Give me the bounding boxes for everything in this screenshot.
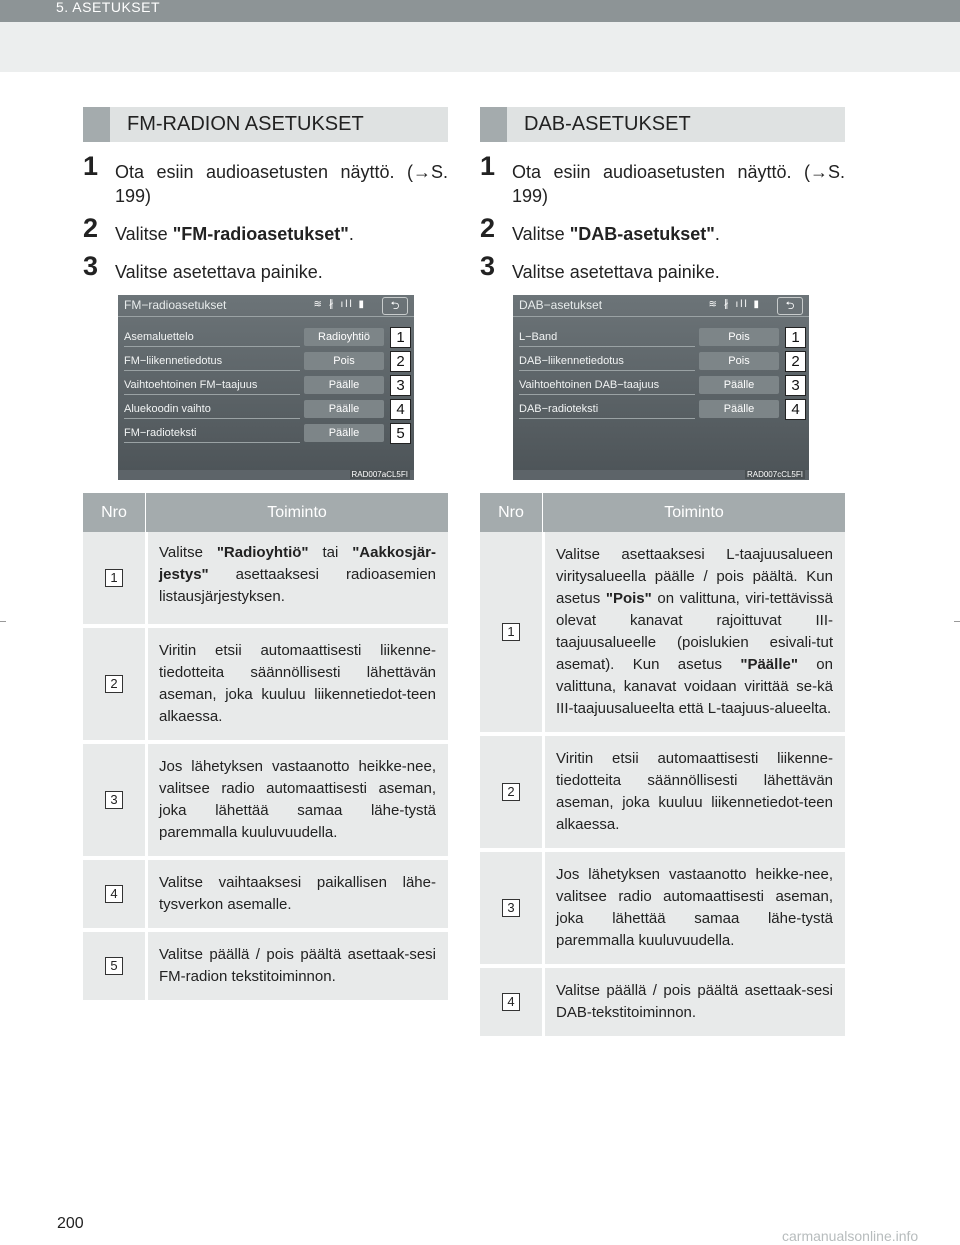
row-number: 2: [105, 675, 123, 693]
callout-number: 4: [785, 399, 806, 420]
value-button[interactable]: Pois: [304, 352, 384, 370]
step-text: Ota esiin audioasetusten näyttö. (→S. 199): [512, 162, 845, 206]
chapter-title: 5. ASETUKSET: [56, 0, 161, 15]
dab-step-2: [480, 213, 845, 246]
fm-section: [83, 107, 448, 985]
table-row: 3 Jos lähetyksen vastaanotto heikke-nee, valitsee radio automaattisesti aseman, joka lähettää samaa lähe-tystä paremmalla kuuluvuudella.: [480, 852, 845, 968]
screen-row[interactable]: Vaihtoehtoinen FM−taajuus Päälle 3: [118, 375, 414, 397]
screen-title: FM−radioasetukset: [124, 298, 227, 312]
chapter-header: [0, 0, 960, 22]
step-text: Valitse asetettava painike.: [512, 262, 720, 282]
status-icons: ≋ ∦ ıll ▮: [708, 299, 761, 310]
fm-step-1: [83, 151, 448, 208]
fm-section-title: FM-RADION ASETUKSET: [127, 113, 364, 135]
value-button[interactable]: Päälle: [699, 400, 779, 418]
row-number: 2: [502, 783, 520, 801]
header-fade: [0, 22, 960, 72]
row-number: 1: [105, 569, 123, 587]
screen-row[interactable]: DAB−liikennetiedotus Pois 2: [513, 351, 809, 373]
value-button[interactable]: Päälle: [699, 376, 779, 394]
fm-section-header: [83, 107, 448, 142]
dab-step-1: [480, 151, 845, 208]
image-code: RAD007cCL5FI: [746, 470, 803, 479]
step-text: Valitse "DAB-asetukset".: [512, 224, 720, 244]
row-number: 1: [502, 623, 520, 641]
fm-step-3: [83, 251, 448, 284]
row-number: 3: [105, 791, 123, 809]
dab-function-table: [480, 493, 845, 1040]
callout-number: 4: [390, 399, 411, 420]
value-button[interactable]: Pois: [699, 352, 779, 370]
screen-row[interactable]: Vaihtoehtoinen DAB−taajuus Päälle 3: [513, 375, 809, 397]
watermark: carmanualsonline.info: [782, 1228, 919, 1244]
fm-function-table: [83, 493, 448, 1004]
row-number: 4: [502, 993, 520, 1011]
status-icons: ≋ ∦ ıll ▮: [313, 299, 366, 310]
step-text: Valitse asetettava painike.: [115, 262, 323, 282]
value-button[interactable]: Päälle: [304, 424, 384, 442]
dab-section-header: [480, 107, 845, 142]
fm-settings-screenshot: [118, 295, 414, 480]
table-row: 1 Valitse "Radioyhtiö" tai "Aakkosjär-jestys" asettaaksesi radioasemien listausjärjestyksen.: [83, 532, 448, 628]
crop-mark: [0, 621, 6, 622]
table-row: 3 Jos lähetyksen vastaanotto heikke-nee, valitsee radio automaattisesti aseman, joka lähettää samaa lähe-tystä paremmalla kuuluvuudella.: [83, 744, 448, 860]
screen-row[interactable]: FM−radioteksti Päälle 5: [118, 423, 414, 445]
table-header: Nro Toiminto: [480, 493, 845, 532]
value-button[interactable]: Radioyhtiö: [304, 328, 384, 346]
callout-number: 5: [390, 423, 411, 444]
row-number: 4: [105, 885, 123, 903]
screen-row[interactable]: DAB−radioteksti Päälle 4: [513, 399, 809, 421]
section-tab: [480, 107, 507, 142]
screen-row[interactable]: L−Band Pois 1: [513, 327, 809, 349]
step-text: Valitse "FM-radioasetukset".: [115, 224, 354, 244]
screen-row[interactable]: FM−liikennetiedotus Pois 2: [118, 351, 414, 373]
dab-settings-screenshot: [513, 295, 809, 480]
back-icon[interactable]: ⮌: [777, 297, 803, 315]
callout-number: 1: [785, 327, 806, 348]
section-tab: [83, 107, 110, 142]
dab-step-3: [480, 251, 845, 284]
screen-row[interactable]: Aluekoodin vaihto Päälle 4: [118, 399, 414, 421]
callout-number: 1: [390, 327, 411, 348]
value-button[interactable]: Pois: [699, 328, 779, 346]
callout-number: 3: [390, 375, 411, 396]
value-button[interactable]: Päälle: [304, 376, 384, 394]
value-button[interactable]: Päälle: [304, 400, 384, 418]
callout-number: 2: [785, 351, 806, 372]
screen-title: DAB−asetukset: [519, 298, 603, 312]
dab-section: [480, 107, 845, 1021]
step-number: 2: [480, 213, 496, 243]
callout-number: 3: [785, 375, 806, 396]
step-number: 3: [83, 251, 99, 281]
row-number: 3: [502, 899, 520, 917]
callout-number: 2: [390, 351, 411, 372]
table-header: Nro Toiminto: [83, 493, 448, 532]
step-number: 1: [83, 151, 99, 181]
step-number: 1: [480, 151, 496, 181]
table-row: 2 Viritin etsii automaattisesti liikenne-tiedotteita säännöllisesti lähettävän aseman, joka kuuluu liikennetiedot-teen alkaessa.: [480, 736, 845, 852]
table-row: 2 Viritin etsii automaattisesti liikenne-tiedotteita säännöllisesti lähettävän aseman, joka kuuluu liikennetiedot-teen alkaessa.: [83, 628, 448, 744]
table-row: 1 Valitse asettaaksesi L-taajuusalueen viritysalueella päälle / pois päältä. Kun asetus "Pois" on valittuna, viri-tettävissä olevat kanavat rajoittuvat III-taajuusalueelle (poislukien esivali-tut asemat). Kun asetus "Päälle" on valittuna, kanavat voidaan virittää se-kä III-taajuusalueelta että L-taajuus-alueelta.: [480, 532, 845, 736]
row-number: 5: [105, 957, 123, 975]
step-number: 3: [480, 251, 496, 281]
fm-step-2: [83, 213, 448, 246]
table-row: 4 Valitse vaihtaaksesi paikallisen lähe-tysverkon asemalle.: [83, 860, 448, 932]
step-number: 2: [83, 213, 99, 243]
crop-mark: [954, 621, 960, 622]
step-text: Ota esiin audioasetusten näyttö. (→S. 199): [115, 162, 448, 206]
dab-section-title: DAB-ASETUKSET: [524, 113, 691, 135]
page-number: 200: [57, 1215, 84, 1232]
back-icon[interactable]: ⮌: [382, 297, 408, 315]
image-code: RAD007aCL5FI: [351, 470, 408, 479]
table-row: 5 Valitse päällä / pois päältä asettaak-sesi FM-radion tekstitoiminnon.: [83, 932, 448, 1004]
table-row: 4 Valitse päällä / pois päältä asettaak-sesi DAB-tekstitoiminnon.: [480, 968, 845, 1040]
screen-row[interactable]: Asemaluettelo Radioyhtiö 1: [118, 327, 414, 349]
